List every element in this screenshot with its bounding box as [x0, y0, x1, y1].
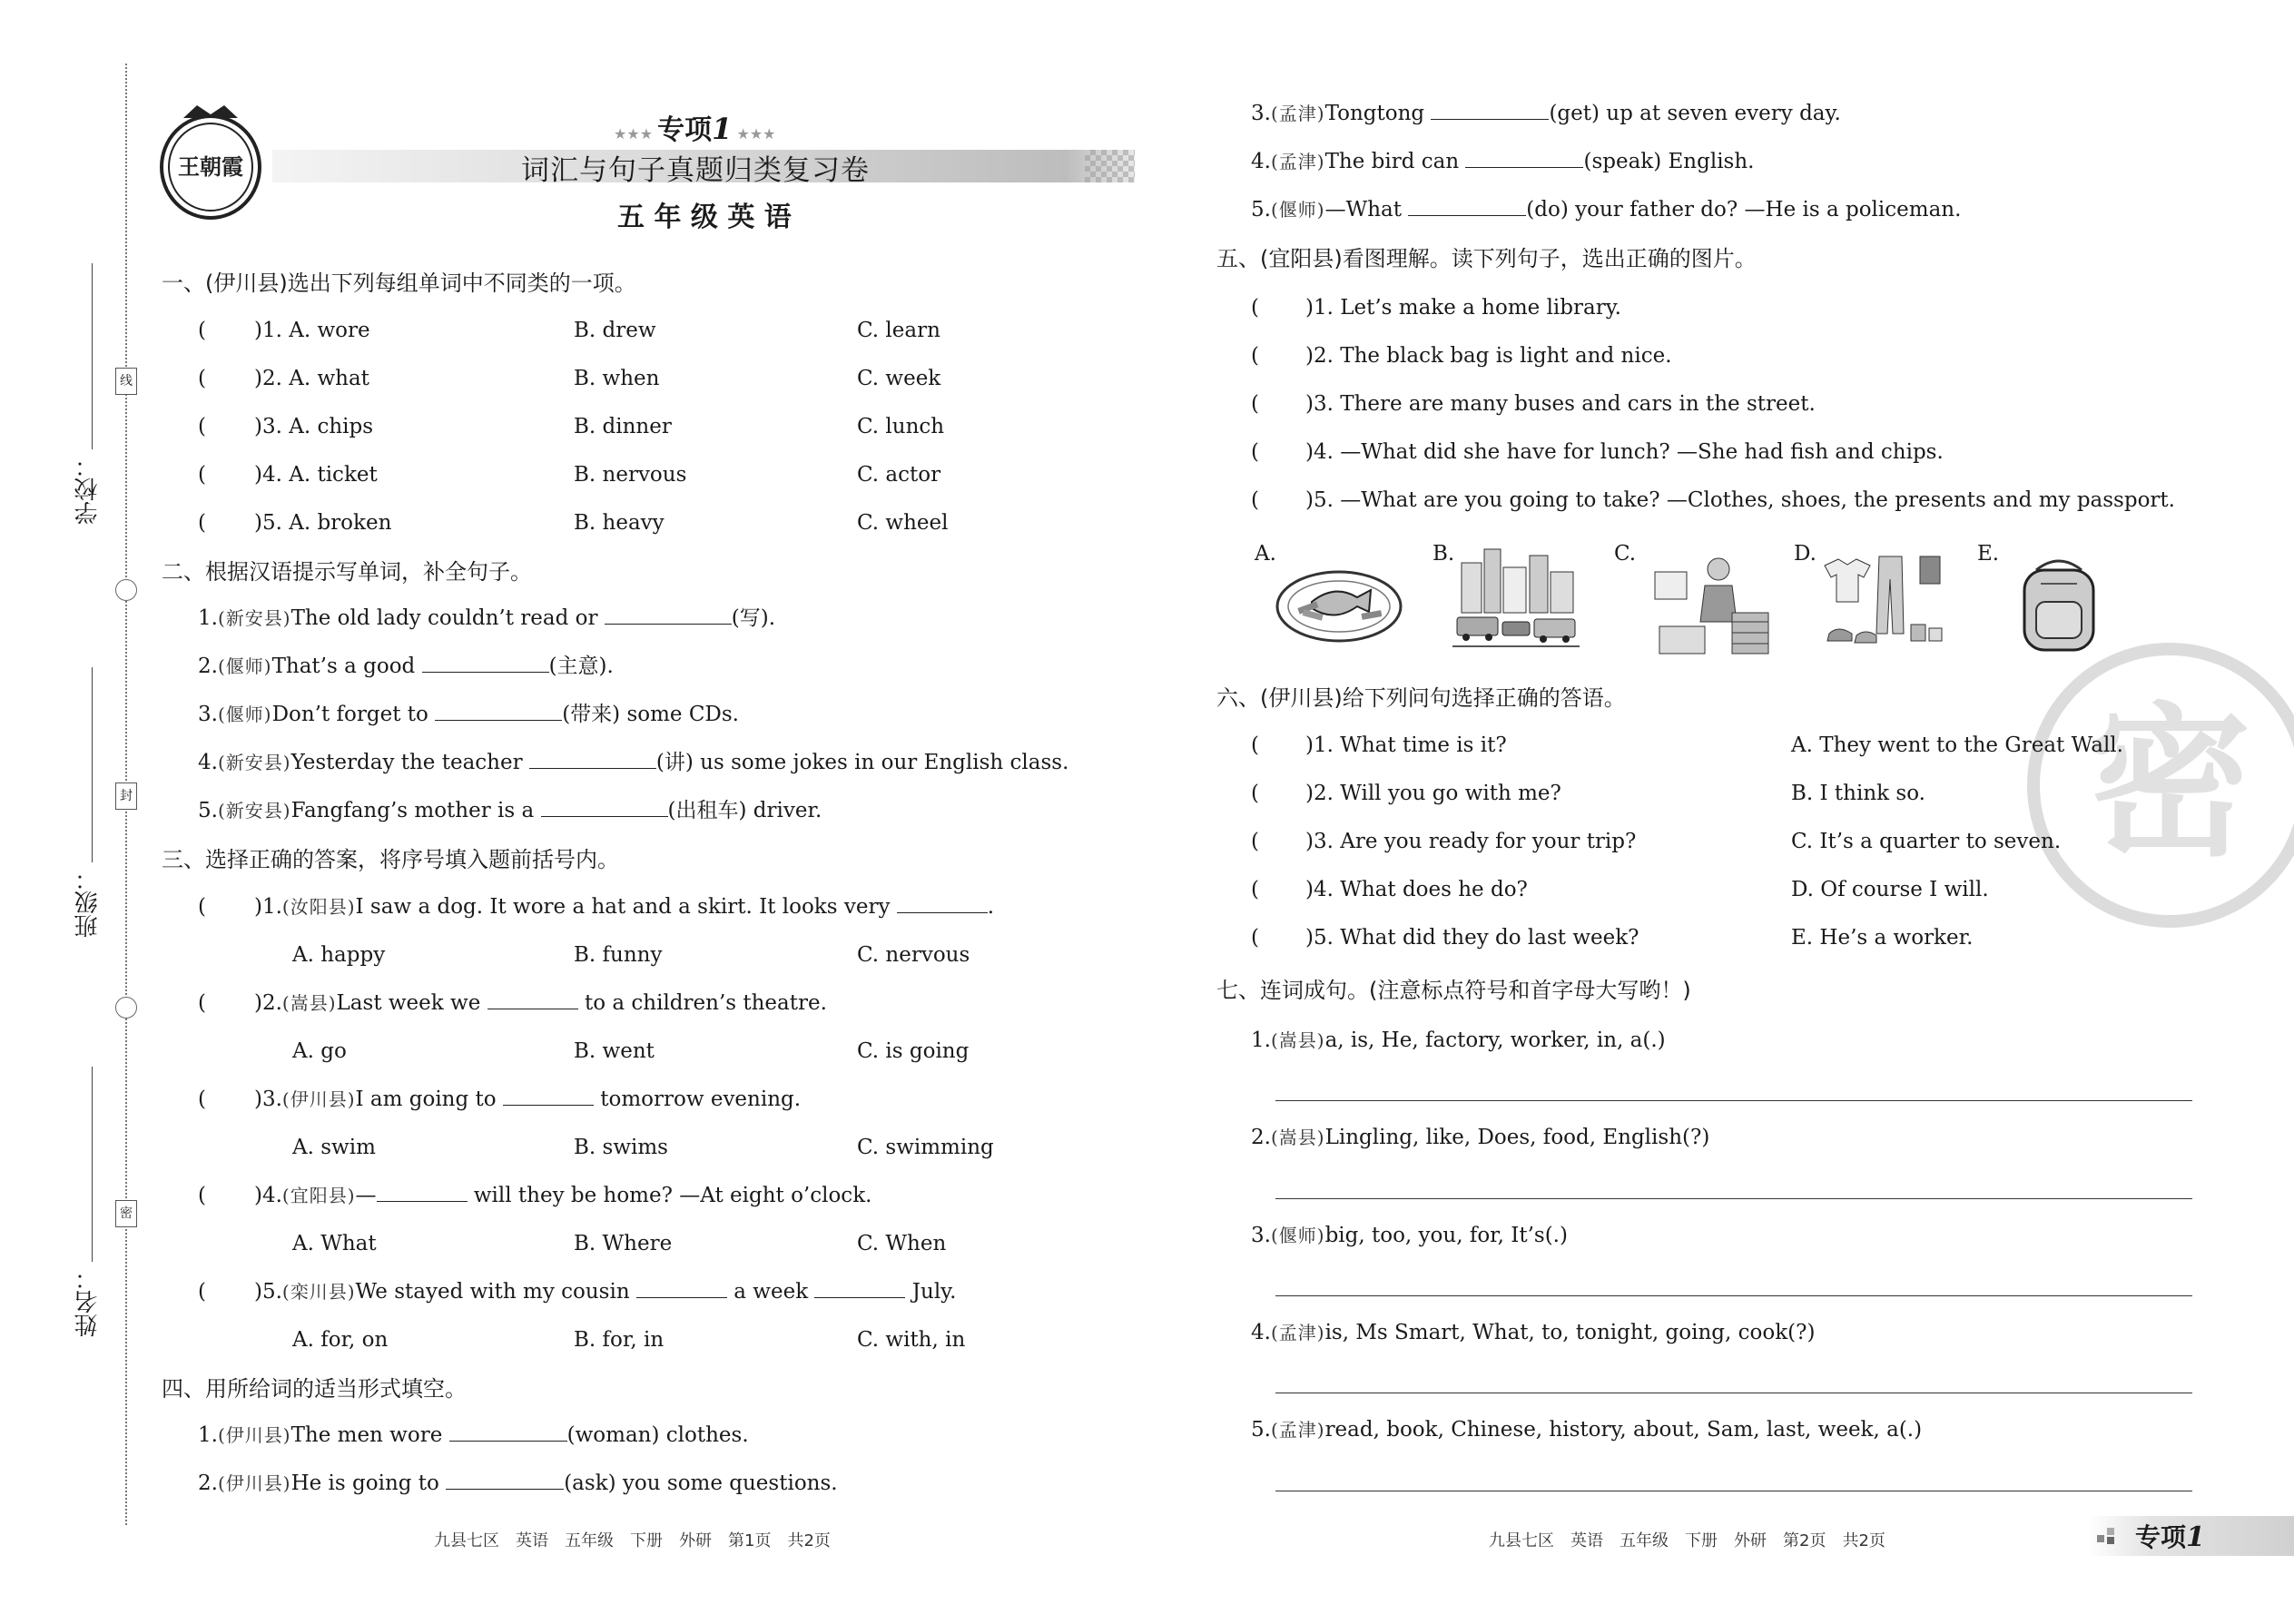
s7-prompt [1251, 1319, 1815, 1346]
q-words: read, book, Chinese, history, about, Sam, last, week, a(.) [1324, 1418, 1923, 1442]
q-num: 4. [198, 751, 218, 774]
answer-paren: ( [1251, 926, 1259, 950]
q-words: a, is, He, factory, worker, in, a(.) [1324, 1029, 1666, 1052]
street-traffic-icon [1452, 545, 1580, 658]
binding-mark-xian: 线 [115, 368, 137, 395]
answer-blank[interactable] [1408, 197, 1526, 216]
answer-paren: ( [1251, 830, 1259, 853]
class-label: 班级： [74, 867, 102, 938]
answer-paren: ( [198, 1280, 206, 1304]
q-num: 3. [1251, 1224, 1271, 1247]
s1-option-a: )2. A. what [254, 367, 369, 390]
s7-prompt [1251, 1416, 1922, 1443]
q-text: I saw a dog. It wore a hat and a skirt. It looks very [355, 895, 891, 919]
answer-blank[interactable] [897, 894, 988, 913]
q-source: (新安县) [217, 607, 291, 629]
s4-question [1251, 148, 1754, 175]
q-num: 3. [1251, 102, 1271, 125]
q-num: 5. [1251, 198, 1271, 221]
q-num: 4. [1251, 150, 1271, 173]
q-hint: (woman) [566, 1423, 660, 1447]
answer-paren: ( [1251, 344, 1259, 368]
footer-right: 九县七区 英语 五年级 下册 外研 第2页 共2页 [1489, 1531, 1885, 1550]
name-label: 姓名： [74, 1266, 102, 1337]
q-text: That’s a good [271, 655, 416, 678]
answer-blank[interactable] [446, 1471, 564, 1490]
school-line [92, 263, 93, 449]
q-hint: (写). [731, 606, 776, 630]
s3-option-c: C. is going [857, 1039, 970, 1063]
answer-blank[interactable] [541, 798, 668, 817]
s6-answer-option: C. It’s a quarter to seven. [1791, 830, 2062, 853]
s4-question [1251, 196, 1961, 223]
clothes-shoes-icon [1820, 552, 1947, 656]
s7-prompt [1251, 1124, 1709, 1151]
q-text: Don’t forget to [271, 703, 428, 726]
s3-question [254, 893, 994, 920]
q-text: He is going to [290, 1471, 439, 1495]
q-text: Fangfang’s mother is a [290, 799, 535, 822]
q-hint: (get) [1549, 102, 1600, 125]
q-text: Tongtong [1324, 102, 1425, 125]
s4-question [198, 1422, 749, 1449]
picture-label-e: E. [1977, 542, 2000, 566]
q-source: (伊川县) [281, 1088, 356, 1110]
s1-option-b: B. dinner [574, 415, 672, 438]
q-num: 1. [1251, 1029, 1271, 1052]
answer-paren: ( [1251, 488, 1259, 512]
s6-question: )5. What did they do last week? [1305, 926, 1639, 950]
q-source: (嵩县) [1270, 1029, 1325, 1051]
s2-question [198, 797, 822, 824]
s7-prompt [1251, 1027, 1666, 1054]
s5-sentence: )2. The black bag is light and nice. [1305, 344, 1672, 368]
q-source: (嵩县) [1270, 1127, 1325, 1148]
q-tail: driver. [746, 799, 822, 822]
q-tail: July. [905, 1280, 957, 1304]
binding-mark-mi: 密 [115, 1200, 137, 1227]
tag-number: 1 [712, 112, 733, 146]
picture-label-c: C. [1614, 542, 1637, 566]
binding-circle-2 [115, 997, 137, 1019]
q-source: (孟津) [1270, 1419, 1325, 1441]
home-library-picture [1650, 549, 1777, 649]
q-tail: clothes. [659, 1423, 749, 1447]
s5-sentence: )5. —What are you going to take? —Clothes, shoes, the presents and my passport. [1305, 488, 2175, 512]
q-hint: (讲) [655, 751, 694, 774]
q-num: 5. [198, 799, 218, 822]
s3-option-a: A. happy [292, 943, 386, 967]
q-tail: . [987, 895, 995, 919]
name-line [92, 1067, 93, 1262]
answer-line[interactable] [1275, 1295, 2192, 1296]
s2-question [198, 653, 614, 680]
answer-paren: ( [1251, 878, 1259, 901]
answer-paren: ( [198, 895, 206, 919]
clothes-and-shoes-picture [1820, 552, 1947, 652]
q-source: (孟津) [1270, 1322, 1325, 1343]
s6-question: )1. What time is it? [1305, 733, 1507, 757]
s3-option-c: C. nervous [857, 943, 970, 967]
q-source: (嵩县) [281, 992, 337, 1014]
q-source: (偃师) [1270, 1225, 1325, 1246]
answer-blank[interactable] [377, 1183, 468, 1202]
q-mid: a week [726, 1280, 809, 1304]
answer-paren: ( [198, 463, 206, 487]
s5-sentence: )4. —What did she have for lunch? —She had fish and chips. [1305, 440, 1944, 464]
header-tag [614, 107, 776, 147]
s1-option-a: )5. A. broken [254, 511, 392, 535]
s1-option-b: B. heavy [574, 511, 665, 535]
q-text: Yesterday the teacher [290, 751, 523, 774]
q-num: 2. [1251, 1126, 1271, 1149]
header-banner-checker [1085, 150, 1135, 182]
s3-option-b: B. went [574, 1039, 655, 1063]
q-source: (偃师) [1270, 199, 1325, 221]
s3-option-a: A. for, on [292, 1328, 389, 1352]
library-books-icon [1650, 549, 1777, 658]
s6-answer-option: B. I think so. [1791, 782, 1925, 805]
answer-blank[interactable] [422, 654, 549, 673]
answer-blank[interactable] [503, 1087, 594, 1106]
q-tail: some CDs. [620, 703, 739, 726]
q-hint: (do) [1526, 198, 1569, 221]
binding-circle-1 [115, 579, 137, 601]
answer-paren: ( [1251, 733, 1259, 757]
secret-seal-icon [2020, 635, 2294, 935]
q-tail: us some jokes in our English class. [693, 751, 1069, 774]
q-text: The men wore [290, 1423, 443, 1447]
logo-crest-icon [156, 100, 265, 220]
section-5-title: 五、(宜阳县)看图理解。读下列句子，选出正确的图片。 [1216, 246, 1757, 271]
q-text: Last week we [336, 991, 481, 1015]
s6-answer-option: D. Of course I will. [1791, 878, 1989, 901]
q-source: (伊川县) [217, 1472, 291, 1494]
q-source: (伊川县) [217, 1424, 291, 1446]
watermark-seal [2020, 635, 2294, 935]
s4-question [198, 1470, 838, 1497]
q-source: (偃师) [217, 655, 272, 677]
section-4-title: 四、用所给词的适当形式填空。 [162, 1376, 467, 1402]
s3-option-c: C. with, in [857, 1328, 966, 1352]
stars-right: ★★★ [736, 125, 776, 143]
s3-option-a: A. swim [292, 1136, 376, 1159]
school-label: 学校： [74, 454, 102, 525]
q-tail: will they be home? —At eight o’clock. [467, 1184, 872, 1207]
answer-blank[interactable] [529, 750, 656, 769]
footer-tag-squares [2097, 1528, 2117, 1546]
logo-text: 王朝霞 [178, 153, 243, 180]
q-hint: (带来) [562, 703, 621, 726]
q-tail: your father do? —He is a policeman. [1568, 198, 1962, 221]
q-source: (偃师) [217, 704, 272, 725]
answer-paren: ( [1251, 440, 1259, 464]
q-source: (孟津) [1270, 103, 1325, 124]
s3-question [254, 1278, 956, 1305]
s1-option-b: B. nervous [574, 463, 687, 487]
answer-paren: ( [198, 991, 206, 1015]
q-tail: tomorrow evening. [593, 1088, 802, 1111]
s3-option-b: B. for, in [574, 1328, 665, 1352]
s6-answer-option: A. They went to the Great Wall. [1791, 733, 2123, 757]
fish-and-chips-icon [1275, 552, 1403, 652]
s1-option-c: C. wheel [857, 511, 949, 535]
answer-blank[interactable] [487, 990, 578, 1009]
s1-option-c: C. week [857, 367, 941, 390]
logo-emblem [156, 100, 265, 220]
s3-option-c: C. swimming [857, 1136, 994, 1159]
street-picture [1452, 545, 1580, 645]
q-text: I am going to [355, 1088, 497, 1111]
q-text: The bird can [1324, 150, 1460, 173]
s3-option-b: B. funny [574, 943, 663, 967]
answer-paren: ( [198, 415, 206, 438]
q-text: —What [1324, 198, 1402, 221]
answer-paren: ( [198, 319, 206, 342]
answer-blank[interactable] [435, 702, 562, 721]
answer-paren: ( [198, 1088, 206, 1111]
q-text: — [355, 1184, 377, 1207]
s3-option-c: C. When [857, 1232, 947, 1255]
s5-sentence: )1. Let’s make a home library. [1305, 296, 1621, 320]
s6-answer-option: E. He’s a worker. [1791, 926, 1974, 950]
q-words: Lingling, like, Does, food, English(?) [1324, 1126, 1710, 1149]
section-1-title: 一、(伊川县)选出下列每组单词中不同类的一项。 [162, 271, 636, 296]
q-text: We stayed with my cousin [355, 1280, 630, 1304]
s2-question [198, 605, 775, 632]
s3-option-a: A. go [292, 1039, 347, 1063]
q-num: 1. [198, 1423, 218, 1447]
footer-tag-number: 1 [2186, 1521, 2205, 1553]
q-source: (孟津) [1270, 151, 1325, 172]
class-line [92, 667, 93, 862]
answer-blank[interactable] [1465, 149, 1583, 168]
footer-tag-label: 专项 [2135, 1522, 2187, 1552]
s1-option-c: C. lunch [857, 415, 945, 438]
answer-blank[interactable] [605, 605, 732, 625]
s3-question [254, 1182, 871, 1209]
q-hint: (speak) [1583, 150, 1662, 173]
q-words: is, Ms Smart, What, to, tonight, going, cook(?) [1324, 1321, 1816, 1344]
picture-label-a: A. [1255, 542, 1276, 566]
s3-option-b: B. Where [574, 1232, 673, 1255]
q-num: )3. [254, 1088, 282, 1111]
q-tail: English. [1661, 150, 1755, 173]
s2-question [198, 701, 739, 728]
q-num: )1. [254, 895, 282, 919]
s3-question [254, 989, 827, 1017]
q-source: (新安县) [217, 752, 291, 773]
q-tail: to a children’s theatre. [577, 991, 827, 1015]
answer-line[interactable] [1275, 1100, 2192, 1101]
page-subtitle: 五 年 级 英 语 [617, 202, 792, 233]
q-tail: you some questions. [615, 1471, 838, 1495]
s6-question: )4. What does he do? [1305, 878, 1528, 901]
seal-text: 密 [2087, 689, 2252, 879]
q-num: 5. [1251, 1418, 1271, 1442]
s1-option-c: C. actor [857, 463, 941, 487]
q-words: big, too, you, for, It’s(.) [1324, 1224, 1568, 1247]
fish-and-chips-picture [1275, 552, 1403, 652]
footer-tag [2135, 1518, 2205, 1554]
q-num: )5. [254, 1280, 282, 1304]
q-source: (宜阳县) [281, 1185, 356, 1206]
q-num: 2. [198, 1471, 218, 1495]
s3-question [254, 1086, 801, 1113]
q-hint: (ask) [564, 1471, 616, 1495]
page-title: 词汇与句子真题归类复习卷 [521, 154, 870, 187]
s4-question [1251, 100, 1841, 127]
footer-left: 九县七区 英语 五年级 下册 外研 第1页 共2页 [434, 1531, 831, 1550]
q-hint: (出租车) [667, 799, 747, 822]
section-7-title: 七、连词成句。(注意标点符号和首字母大写哟！) [1216, 978, 1691, 1003]
answer-blank[interactable] [814, 1279, 905, 1298]
s6-question: )2. Will you go with me? [1305, 782, 1561, 805]
answer-paren: ( [1251, 782, 1259, 805]
q-num: )4. [254, 1184, 282, 1207]
q-source: (汝阳县) [281, 896, 356, 918]
s1-option-a: )4. A. ticket [254, 463, 378, 487]
answer-blank[interactable] [1431, 101, 1549, 120]
s1-option-c: C. learn [857, 319, 940, 342]
s1-option-b: B. when [574, 367, 660, 390]
s1-option-a: )1. A. wore [254, 319, 370, 342]
answer-line[interactable] [1275, 1198, 2192, 1199]
q-num: 4. [1251, 1321, 1271, 1344]
q-source: (新安县) [217, 800, 291, 822]
q-num: )2. [254, 991, 282, 1015]
q-num: 3. [198, 703, 218, 726]
q-hint: (主意). [548, 655, 614, 678]
q-num: 2. [198, 655, 218, 678]
answer-paren: ( [1251, 296, 1259, 320]
s5-sentence: )3. There are many buses and cars in the street. [1305, 392, 1816, 416]
tag-label: 专项 [657, 114, 713, 146]
answer-blank[interactable] [636, 1279, 727, 1298]
q-text: The old lady couldn’t read or [290, 606, 598, 630]
section-3-title: 三、选择正确的答案，将序号填入题前括号内。 [162, 847, 619, 872]
picture-label-d: D. [1794, 542, 1816, 566]
answer-paren: ( [198, 367, 206, 390]
answer-blank[interactable] [449, 1422, 567, 1442]
section-2-title: 二、根据汉语提示写单词，补全句子。 [162, 559, 532, 585]
section-6-title: 六、(伊川县)给下列问句选择正确的答语。 [1216, 685, 1626, 711]
s2-question [198, 749, 1068, 776]
binding-mark-feng: 封 [115, 782, 137, 810]
stars-left: ★★★ [614, 125, 654, 143]
s3-option-b: B. swims [574, 1136, 668, 1159]
s1-option-b: B. drew [574, 319, 656, 342]
q-source: (栾川县) [281, 1281, 356, 1303]
picture-label-b: B. [1433, 542, 1455, 566]
answer-paren: ( [198, 1184, 206, 1207]
answer-paren: ( [1251, 392, 1259, 416]
q-tail: up at seven every day. [1599, 102, 1841, 125]
s7-prompt [1251, 1222, 1568, 1249]
s3-option-a: A. What [292, 1232, 377, 1255]
s6-question: )3. Are you ready for your trip? [1305, 830, 1637, 853]
q-num: 1. [198, 606, 218, 630]
s1-option-a: )3. A. chips [254, 415, 374, 438]
answer-paren: ( [198, 511, 206, 535]
